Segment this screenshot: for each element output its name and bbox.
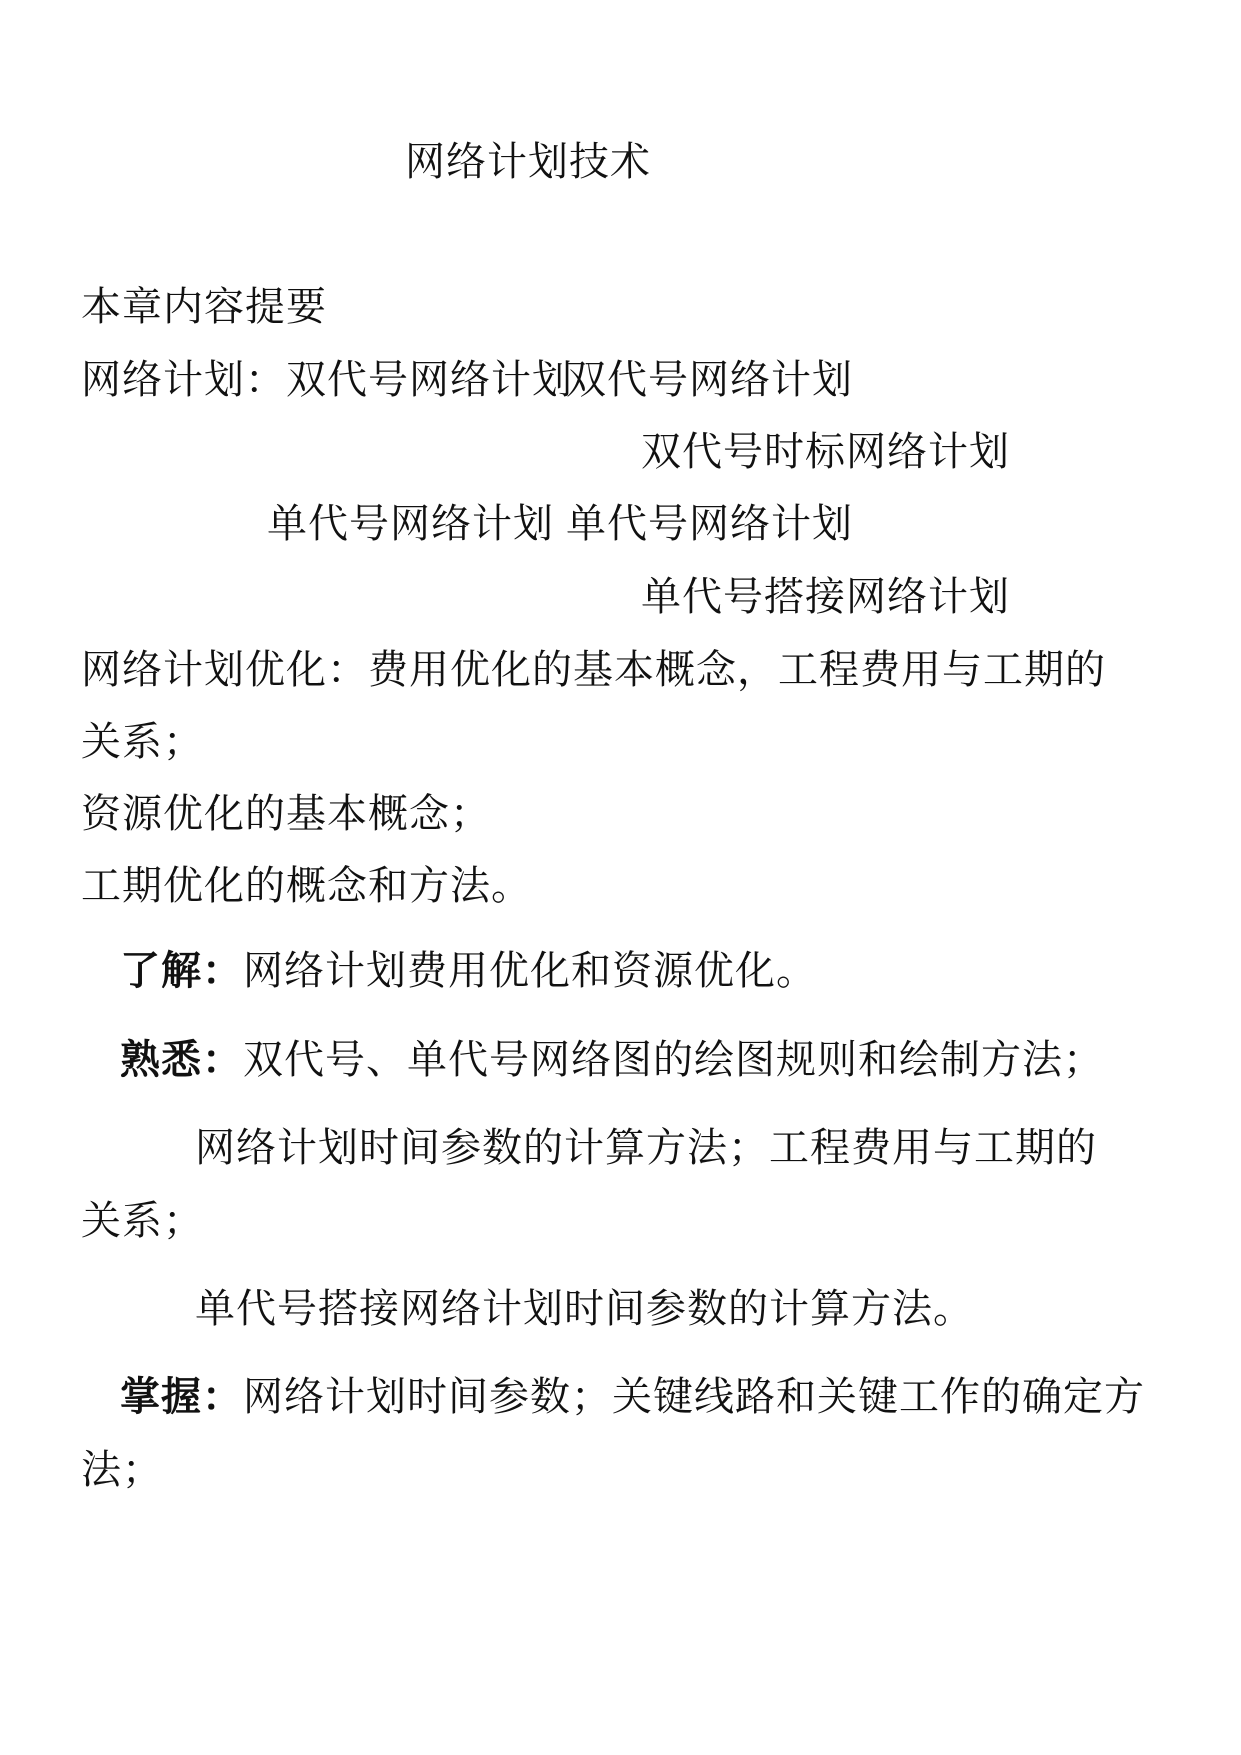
optimization-line-2: 资源优化的基本概念； bbox=[81, 791, 491, 837]
double-code-name: 双代号网络计划 bbox=[286, 357, 573, 403]
optimization-line-1-cont: 关系； bbox=[81, 719, 204, 765]
familiar-item-2-cont: 关系； bbox=[81, 1198, 204, 1244]
optimization-line-1: 网络计划优化：费用优化的基本概念，工程费用与工期的 bbox=[81, 647, 1106, 693]
plan-types-row-1 bbox=[81, 356, 573, 404]
master-text-cont: 法； bbox=[81, 1447, 163, 1493]
familiar-item-2: 网络计划时间参数的计算方法；工程费用与工期的 bbox=[195, 1125, 1097, 1171]
optimization-line-3: 工期优化的概念和方法。 bbox=[81, 863, 532, 909]
understand-row bbox=[120, 947, 817, 995]
understand-label: 了解： bbox=[120, 948, 243, 994]
single-code-sub2: 单代号搭接网络计划 bbox=[641, 574, 1010, 620]
familiar-item-3: 单代号搭接网络计划时间参数的计算方法。 bbox=[195, 1286, 974, 1332]
double-code-sub1: 双代号网络计划 bbox=[566, 357, 853, 403]
double-code-sub2: 双代号时标网络计划 bbox=[641, 429, 1010, 475]
plan-types-label: 网络计划： bbox=[81, 357, 286, 403]
single-code-name: 单代号网络计划 bbox=[267, 501, 554, 547]
familiar-row bbox=[120, 1036, 1104, 1084]
familiar-text: 双代号、单代号网络图的绘图规则和绘制方法； bbox=[243, 1037, 1104, 1083]
master-row bbox=[120, 1373, 1145, 1421]
understand-text: 网络计划费用优化和资源优化。 bbox=[243, 948, 817, 994]
master-text: 网络计划时间参数；关键线路和关键工作的确定方 bbox=[243, 1374, 1145, 1420]
familiar-label: 熟悉： bbox=[120, 1037, 243, 1083]
page-title: 网络计划技术 bbox=[405, 139, 651, 185]
master-label: 掌握： bbox=[120, 1374, 243, 1420]
summary-heading: 本章内容提要 bbox=[81, 284, 327, 330]
single-code-sub1: 单代号网络计划 bbox=[566, 501, 853, 547]
